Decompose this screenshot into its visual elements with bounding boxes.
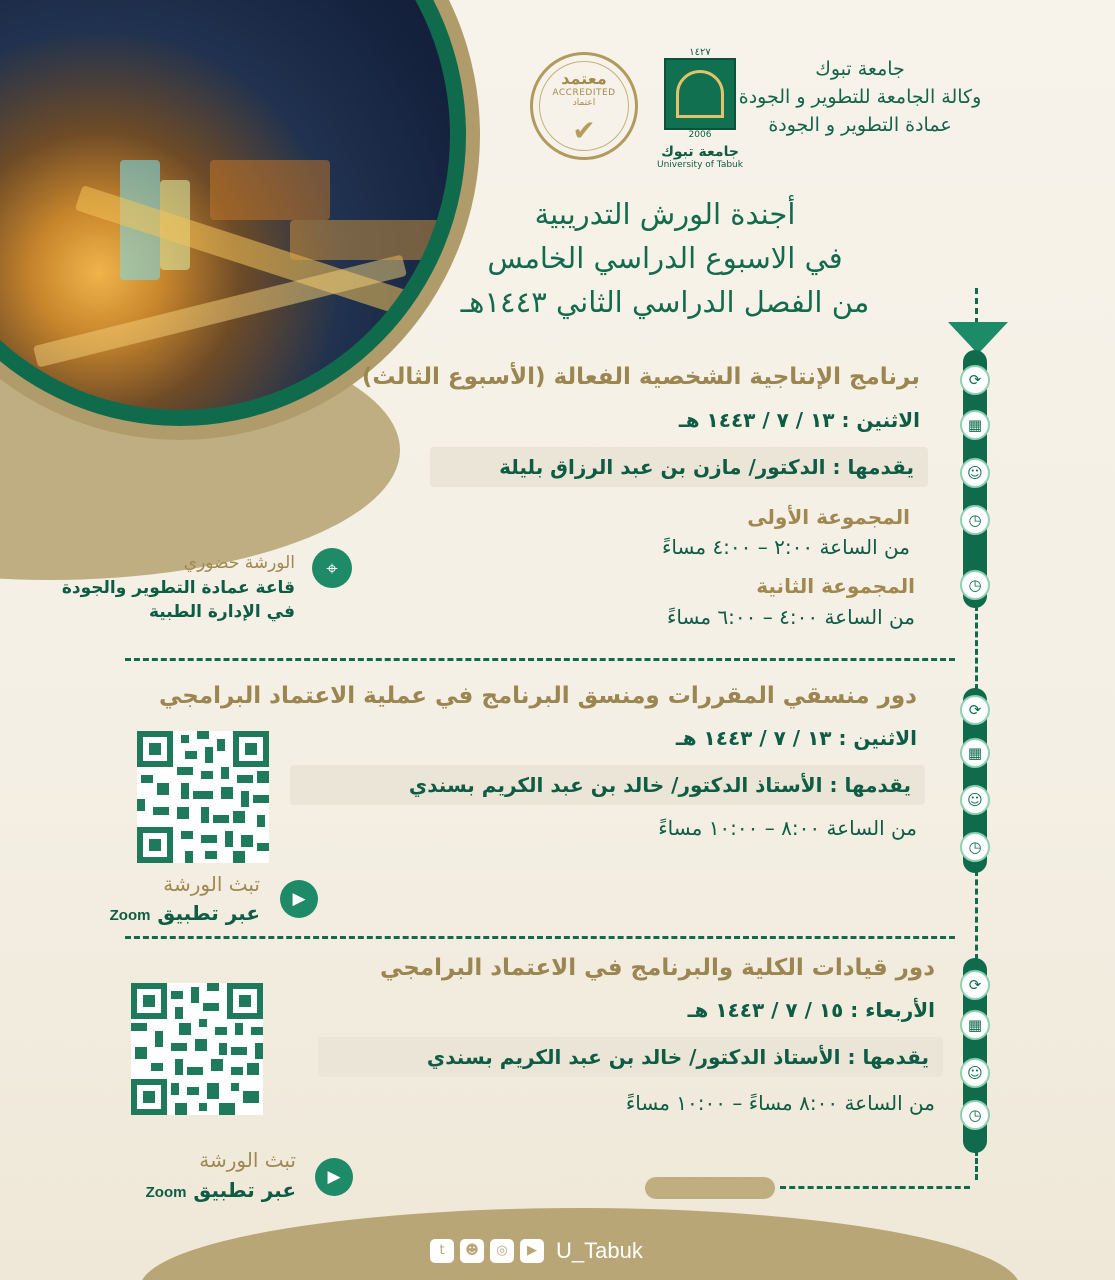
university-of-tabuk-logo [655, 47, 745, 170]
page-title [385, 192, 945, 324]
clock-icon: ◷ [960, 505, 990, 535]
workshop-2-date: الاثنين : ١٣ / ٧ / ١٤٤٣ هـ [675, 726, 917, 750]
workshop-1-group-2-time: من الساعة ٤:٠٠ – ٦:٠٠ مساءً [667, 605, 915, 629]
workshop-2-title: دور منسقي المقررات ومنسق البرنامج في عملية الاعتماد البرامجي [158, 683, 917, 709]
workshop-2-presenter: يقدمها : الأستاذ الدكتور/ خالد بن عبد الكريم بسندي [290, 765, 925, 805]
instagram-icon[interactable]: ◎ [490, 1239, 514, 1263]
org-line-1: جامعة تبوك [815, 58, 905, 80]
workshop-1-title: برنامج الإنتاجية الشخصية الفعالة (الأسبوع الثالث) [361, 364, 920, 390]
people-icon: ⟳ [960, 970, 990, 1000]
video-camera-icon: ▶ [280, 880, 318, 918]
timeline-dash [780, 1186, 970, 1189]
workshop-2-time: من الساعة ٨:٠٠ – ١٠:٠٠ مساءً [658, 816, 917, 840]
youtube-icon[interactable]: ▶ [520, 1239, 544, 1263]
social-footer [430, 1238, 670, 1268]
logo-year: 2006 [688, 130, 712, 140]
title-line-1: أجندة الورش التدريبية [534, 197, 796, 231]
zoom-label: Zoom [145, 1184, 187, 1201]
workshop-3-time: من الساعة ٨:٠٠ مساءً – ١٠:٠٠ مساءً [625, 1091, 935, 1115]
timeline-dash [975, 288, 978, 324]
timeline-dash [975, 605, 978, 690]
workshop-1-date: الاثنين : ١٣ / ٧ / ١٤٤٣ هـ [678, 408, 920, 432]
timeline-arrow [948, 322, 1008, 354]
location-line-2: في الإدارة الطبية [149, 602, 295, 622]
section-separator [125, 936, 955, 939]
workshop-1-presenter: يقدمها : الدكتور/ مازن بن عبد الرزاق بليلة [430, 447, 928, 487]
qr-code-graphic [131, 983, 263, 1115]
seal-title-en: ACCREDITED [552, 88, 616, 98]
location-pin-icon: ⌖ [312, 548, 352, 588]
workshop-3-date: الأربعاء : ١٥ / ٧ / ١٤٤٣ هـ [687, 998, 935, 1022]
accreditation-seal [530, 52, 638, 160]
broadcast-via-label: عبر تطبيق [193, 1178, 296, 1202]
clock-icon: ◷ [960, 570, 990, 600]
section-separator [125, 658, 955, 661]
seal-sub: اعتماد [572, 98, 596, 108]
video-camera-icon: ▶ [315, 1158, 353, 1196]
workshop-2-broadcast-line-2 [110, 901, 260, 925]
logo-year-hijri: ١٤٢٧ [689, 47, 711, 58]
workshop-2-broadcast-line-1: تبث الورشة [163, 872, 260, 896]
title-line-3: من الفصل الدراسي الثاني ١٤٤٣هـ [460, 285, 870, 319]
qr-code[interactable] [131, 983, 263, 1115]
org-line-3: عمادة التطوير و الجودة [768, 114, 952, 136]
presenter-icon: ☺ [960, 458, 990, 488]
twitter-icon[interactable]: t [430, 1239, 454, 1263]
presenter-icon: ☺ [960, 1058, 990, 1088]
workshop-1-group-1-title: المجموعة الأولى [747, 505, 910, 529]
clock-icon: ◷ [960, 832, 990, 862]
snapchat-icon[interactable]: ☻ [460, 1239, 484, 1263]
workshop-3-broadcast-line-2 [146, 1178, 296, 1202]
broadcast-via-label: عبر تطبيق [157, 901, 260, 925]
clock-icon: ◷ [960, 1100, 990, 1130]
location-title: الورشة حضوري [183, 553, 295, 573]
title-line-2: في الاسبوع الدراسي الخامس [487, 241, 843, 275]
timeline-dash [975, 870, 978, 960]
calendar-icon: ▦ [960, 738, 990, 768]
zoom-label: Zoom [109, 907, 151, 924]
org-line-2: وكالة الجامعة للتطوير و الجودة [738, 86, 982, 108]
qr-code-graphic [137, 731, 269, 863]
location-line-1: قاعة عمادة التطوير والجودة [61, 578, 295, 598]
timeline-dash [975, 1150, 978, 1180]
city-night-photo [0, 0, 450, 410]
social-handle[interactable]: U_Tabuk [556, 1238, 643, 1263]
calendar-icon: ▦ [960, 1010, 990, 1040]
workshop-3-presenter: يقدمها : الأستاذ الدكتور/ خالد بن عبد الكريم بسندي [318, 1037, 943, 1077]
people-icon: ⟳ [960, 365, 990, 395]
calendar-icon: ▦ [960, 410, 990, 440]
workshop-3-broadcast-line-1: تبث الورشة [199, 1148, 296, 1172]
workshop-1-group-1-time: من الساعة ٢:٠٠ – ٤:٠٠ مساءً [662, 535, 910, 559]
qr-code[interactable] [137, 731, 269, 863]
workshop-1-group-2-title: المجموعة الثانية [756, 574, 915, 598]
presenter-icon: ☺ [960, 785, 990, 815]
seal-title-ar: معتمد [561, 69, 607, 88]
workshop-3-title: دور قيادات الكلية والبرنامج في الاعتماد البرامجي [380, 955, 935, 981]
timeline-end-pill [645, 1177, 775, 1199]
logo-name-en: University of Tabuk [657, 160, 743, 170]
check-icon: ✔ [572, 114, 596, 147]
logo-name-ar: جامعة تبوك [661, 144, 739, 160]
people-icon: ⟳ [960, 695, 990, 725]
